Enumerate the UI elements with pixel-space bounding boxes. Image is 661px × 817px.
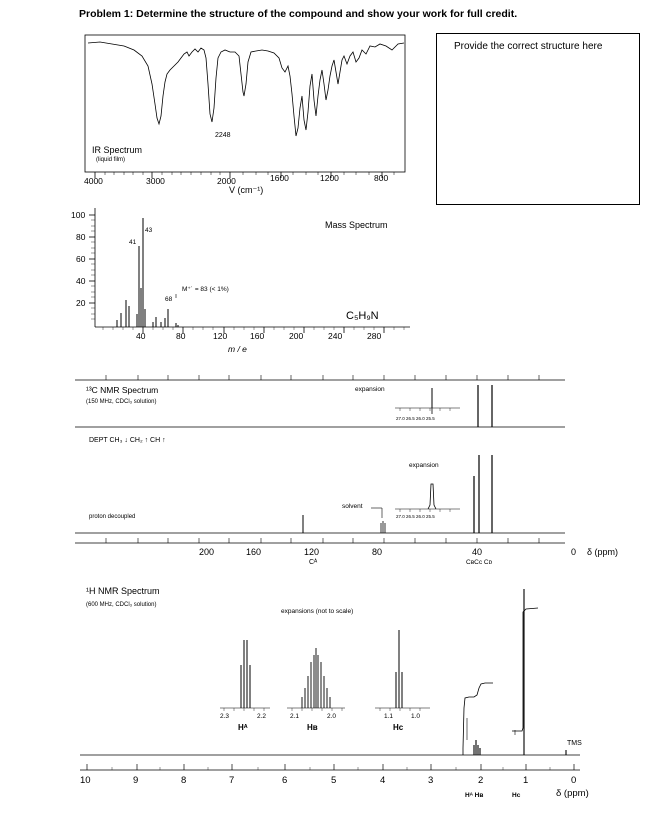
ms-peak-label-41: 41 [129, 239, 137, 246]
ms-xtick-40: 40 [136, 331, 146, 341]
c13-axis-unit: δ (ppm) [587, 547, 619, 557]
answer-box[interactable] [436, 33, 640, 205]
h1-tick-0: 0 [571, 775, 577, 786]
c13-tick-120: 120 [304, 547, 320, 557]
ms-peak-label-43: 43 [145, 227, 153, 234]
ms-ytick-80: 80 [76, 232, 86, 242]
ir-axis-label: V (cm⁻¹) [229, 185, 264, 195]
c13-expansion-label-top: expansion [355, 386, 385, 393]
h1-exp-c-tick-2: 1.0 [411, 713, 421, 720]
c13-label-cb-cc-cd: CʙCᴄ Cᴅ [466, 559, 493, 566]
h1-tick-7: 7 [229, 775, 235, 786]
c13-dept-label: DEPT CH₃ ↓ CH₂ ↑ CH ↑ [89, 437, 166, 444]
ir-tick-800: 800 [374, 173, 389, 183]
ms-peak-label-68: 68 [165, 296, 173, 303]
ms-xtick-120: 120 [213, 331, 228, 341]
h1-tick-6: 6 [282, 775, 288, 786]
h1-tick-9: 9 [133, 775, 139, 786]
h1-title: ¹H NMR Spectrum [86, 586, 160, 596]
ms-xtick-160: 160 [250, 331, 265, 341]
h1-expansion-note: expansions (not to scale) [281, 608, 354, 615]
h1-tick-5: 5 [331, 775, 337, 786]
h1-label-hb: Hʙ [307, 723, 318, 732]
h1-tick-4: 4 [380, 775, 386, 786]
ms-molecular-ion-note: M⁺˙ = 83 (< 1%) [182, 286, 229, 293]
ms-ytick-100: 100 [71, 210, 86, 220]
ir-tick-2000: 2000 [217, 176, 236, 186]
ms-ytick-20: 20 [76, 298, 86, 308]
c13-proton-decoupled-label: proton decoupled [89, 514, 136, 520]
c13-label-ca: Cᴬ [309, 559, 318, 566]
c13-tick-40: 40 [472, 547, 483, 557]
ms-xtick-240: 240 [328, 331, 343, 341]
ir-peak-label: 2248 [215, 132, 231, 139]
h1-exp-c-tick-1: 1.1 [384, 713, 394, 720]
h1-label-ha: Hᴬ [238, 723, 248, 732]
c13-expansion-ticks-bottom: 27.0 26.5 26.0 25.5 [396, 514, 435, 519]
h1-label-hc: Hᴄ [393, 723, 404, 732]
h1-tick-10: 10 [80, 775, 91, 786]
ms-formula: C₅H₉N [346, 310, 379, 322]
c13-title: ¹³C NMR Spectrum [86, 385, 159, 395]
ir-tick-1600: 1600 [270, 173, 289, 183]
c13-solvent-label: solvent [342, 503, 363, 510]
ir-title: IR Spectrum [92, 145, 143, 155]
h1-exp-b-tick-2: 2.0 [327, 713, 337, 720]
h1-axis-unit: δ (ppm) [556, 788, 589, 799]
c13-tick-80: 80 [372, 547, 383, 557]
h1-exp-b-tick-1: 2.1 [290, 713, 300, 720]
h1-subtitle: (600 MHz, CDCl₃ solution) [86, 602, 157, 608]
h1-tick-1: 1 [523, 775, 529, 786]
h1-nmr-plot [80, 586, 580, 770]
ms-ytick-40: 40 [76, 276, 86, 286]
c13-tick-200: 200 [199, 547, 215, 557]
answer-prompt: Provide the correct structure here [454, 41, 603, 52]
ms-title: Mass Spectrum [325, 220, 388, 230]
h1-exp-a-tick-2: 2.2 [257, 713, 267, 720]
ms-ytick-60: 60 [76, 254, 86, 264]
c13-tick-160: 160 [246, 547, 262, 557]
h1-bottom-label-ha-hb: Hᴬ Hʙ [465, 792, 484, 799]
ir-trace [88, 42, 404, 136]
h1-exp-a-tick-1: 2.3 [220, 713, 230, 720]
problem-title: Problem 1: Determine the structure of the compound and show your work for full credit. [79, 8, 518, 20]
ir-tick-1200: 1200 [320, 173, 339, 183]
c13-expansion-ticks-top: 27.0 26.5 26.0 25.5 [396, 416, 435, 421]
c13-expansion-label-bottom: expansion [409, 462, 439, 469]
c13-subtitle: (150 MHz, CDCl₃ solution) [86, 399, 157, 405]
ms-xtick-80: 80 [176, 331, 186, 341]
ms-x-label: m / e [228, 344, 247, 354]
ms-xtick-200: 200 [289, 331, 304, 341]
c13-tick-0: 0 [571, 547, 577, 557]
ir-tick-4000: 4000 [84, 176, 103, 186]
h1-tick-8: 8 [181, 775, 187, 786]
ir-tick-3000: 3000 [146, 176, 165, 186]
ms-xtick-280: 280 [367, 331, 382, 341]
h1-tick-3: 3 [428, 775, 434, 786]
h1-tms-label: TMS [567, 740, 582, 747]
ir-subtitle: (liquid film) [96, 157, 126, 163]
h1-tick-2: 2 [478, 775, 484, 786]
h1-bottom-label-hc: Hᴄ [512, 792, 521, 799]
